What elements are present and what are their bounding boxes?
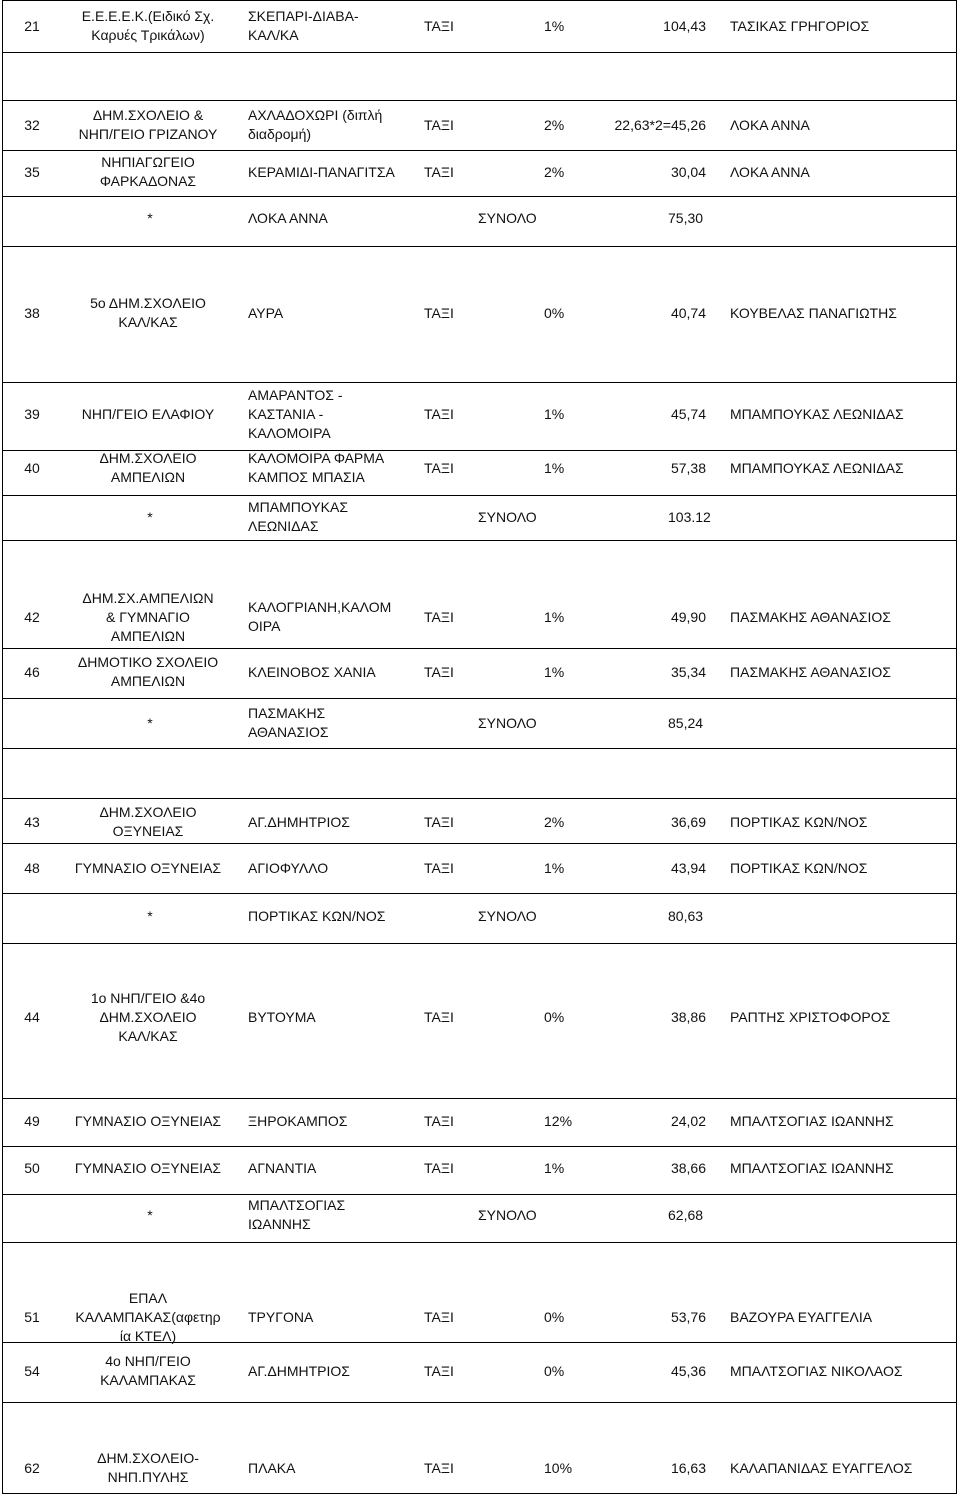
route-number: 38 (24, 304, 40, 321)
vehicle-type: ΤΑΞΙ (424, 1459, 454, 1476)
total-label: ΣΥΝΟΛΟ (478, 714, 537, 731)
route-number: 39 (24, 405, 40, 422)
contractor-name: ΒΑΖΟΥΡΑ ΕΥΑΓΓΕΛΙΑ (730, 1308, 873, 1325)
school-name: 1ο ΝΗΠ/ΓΕΙΟ &4ο ΔΗΜ.ΣΧΟΛΕΙΟ ΚΑΛ/ΚΑΣ (90, 989, 206, 1044)
total-owner-name: ΛΟΚΑ ΑΝΝΑ (248, 209, 328, 226)
route-amount: 36,69 (670, 813, 706, 830)
total-amount: 85,24 (668, 714, 704, 731)
total-amount: 103.12 (668, 508, 711, 525)
route-name: ΒΥΤΟΥΜΑ (248, 1008, 316, 1025)
school-name: ΕΠΑΛ ΚΑΛΑΜΠΑΚΑΣ(αφετηρ ία ΚΤΕΛ) (75, 1289, 221, 1344)
row-divider (2, 943, 957, 944)
total-owner-name: ΠΑΣΜΑΚΗΣ ΑΘΑΝΑΣΙΟΣ (248, 705, 329, 740)
contractor-name: ΤΑΣΙΚΑΣ ΓΡΗΓΟΡΙΟΣ (730, 17, 870, 34)
route-amount: 22,63*2=45,26 (614, 116, 706, 133)
route-number: 32 (24, 116, 40, 133)
contractor-name: ΚΟΥΒΕΛΑΣ ΠΑΝΑΓΙΩΤΗΣ (730, 304, 897, 321)
discount-percent: 0% (544, 1308, 565, 1325)
row-divider (2, 495, 957, 496)
route-number: 42 (24, 608, 40, 625)
row-divider (2, 1402, 957, 1403)
discount-percent: 1% (544, 17, 565, 34)
discount-percent: 1% (544, 663, 565, 680)
school-name: ΓΥΜΝΑΣΙΟ ΟΞΥΝΕΙΑΣ (74, 1112, 222, 1129)
contractor-name: ΜΠΑΛΤΣΟΓΙΑΣ ΝΙΚΟΛΑΟΣ (730, 1362, 903, 1379)
school-name: ΔΗΜ.ΣΧΟΛΕΙΟ ΑΜΠΕΛΙΩΝ (99, 450, 197, 485)
contractor-name: ΠΟΡΤΙΚΑΣ ΚΩΝ/ΝΟΣ (730, 813, 868, 830)
discount-percent: 2% (544, 813, 565, 830)
row-divider (2, 1194, 957, 1195)
contractor-name: ΜΠΑΜΠΟΥΚΑΣ ΛΕΩΝΙΔΑΣ (730, 459, 904, 476)
total-marker: * (147, 508, 153, 525)
school-name: ΔΗΜΟΤΙΚΟ ΣΧΟΛΕΙΟ ΑΜΠΕΛΙΩΝ (77, 654, 219, 689)
school-name: 4ο ΝΗΠ/ΓΕΙΟ ΚΑΛΑΜΠΑΚΑΣ (100, 1353, 196, 1388)
route-number: 62 (24, 1459, 40, 1476)
contractor-name: ΛΟΚΑ ΑΝΝΑ (730, 116, 810, 133)
row-divider (2, 1098, 957, 1099)
vehicle-type: ΤΑΞΙ (424, 1362, 454, 1379)
school-name: 5ο ΔΗΜ.ΣΧΟΛΕΙΟ ΚΑΛ/ΚΑΣ (90, 295, 206, 330)
row-divider (2, 540, 957, 541)
vehicle-type: ΤΑΞΙ (424, 163, 454, 180)
total-label: ΣΥΝΟΛΟ (478, 508, 537, 525)
total-amount: 75,30 (668, 209, 704, 226)
discount-percent: 2% (544, 116, 565, 133)
route-number: 40 (24, 459, 40, 476)
row-divider (2, 100, 957, 101)
school-name: ΓΥΜΝΑΣΙΟ ΟΞΥΝΕΙΑΣ (74, 1159, 222, 1176)
route-name: ΤΡΥΓΟΝΑ (248, 1308, 314, 1325)
row-divider (2, 748, 957, 749)
school-name: ΝΗΠ/ΓΕΙΟ ΕΛΑΦΙΟΥ (81, 405, 215, 422)
vehicle-type: ΤΑΞΙ (424, 608, 454, 625)
route-number: 49 (24, 1112, 40, 1129)
vehicle-type: ΤΑΞΙ (424, 459, 454, 476)
route-number: 50 (24, 1159, 40, 1176)
contractor-name: ΜΠΑΛΤΣΟΓΙΑΣ ΙΩΑΝΝΗΣ (730, 1159, 894, 1176)
route-name: ΚΑΛΟΜΟΙΡΑ ΦΑΡΜΑ ΚΑΜΠΟΣ ΜΠΑΣΙΑ (248, 450, 385, 485)
total-amount: 80,63 (668, 907, 704, 924)
route-number: 54 (24, 1362, 40, 1379)
school-name: ΔΗΜ.ΣΧΟΛΕΙΟ ΟΞΥΝΕΙΑΣ (99, 804, 197, 839)
table-border-left (2, 0, 3, 1493)
route-amount: 35,34 (670, 663, 706, 680)
route-amount: 45,36 (670, 1362, 706, 1379)
route-amount: 38,86 (670, 1008, 706, 1025)
row-divider (2, 698, 957, 699)
route-name: ΚΕΡΑΜΙΔΙ-ΠΑΝΑΓΙΤΣΑ (248, 163, 395, 180)
school-name: ΓΥΜΝΑΣΙΟ ΟΞΥΝΕΙΑΣ (74, 859, 222, 876)
route-name: ΑΓ.ΔΗΜΗΤΡΙΟΣ (248, 813, 350, 830)
discount-percent: 1% (544, 405, 565, 422)
discount-percent: 2% (544, 163, 565, 180)
row-divider (2, 246, 957, 247)
route-amount: 24,02 (670, 1112, 706, 1129)
route-amount: 43,94 (670, 859, 706, 876)
school-name: ΔΗΜ.ΣΧ.ΑΜΠΕΛΙΩΝ & ΓΥΜΝΑΓΙΟ ΑΜΠΕΛΙΩΝ (82, 589, 214, 644)
contractor-name: ΛΟΚΑ ΑΝΝΑ (730, 163, 810, 180)
vehicle-type: ΤΑΞΙ (424, 859, 454, 876)
discount-percent: 1% (544, 1159, 565, 1176)
vehicle-type: ΤΑΞΙ (424, 813, 454, 830)
row-divider (2, 893, 957, 894)
route-amount: 38,66 (670, 1159, 706, 1176)
total-label: ΣΥΝΟΛΟ (478, 907, 537, 924)
discount-percent: 12% (544, 1112, 573, 1129)
row-divider (2, 1242, 957, 1243)
route-name: ΣΚΕΠΑΡΙ-ΔΙΑΒΑ- ΚΑΛ/ΚΑ (248, 8, 359, 43)
school-name: Ε.Ε.Ε.Ε.Κ.(Ειδικό Σχ. Καρυές Τρικάλων) (81, 8, 215, 43)
route-amount: 104,43 (663, 17, 706, 34)
route-name: ΑΥΡΑ (248, 304, 284, 321)
route-name: ΠΛΑΚΑ (248, 1459, 296, 1476)
total-owner-name: ΠΟΡΤΙΚΑΣ ΚΩΝ/ΝΟΣ (248, 907, 386, 924)
vehicle-type: ΤΑΞΙ (424, 663, 454, 680)
route-number: 46 (24, 663, 40, 680)
route-amount: 45,74 (670, 405, 706, 422)
total-marker: * (147, 1206, 153, 1223)
vehicle-type: ΤΑΞΙ (424, 405, 454, 422)
route-amount: 49,90 (670, 608, 706, 625)
contractor-name: ΠΟΡΤΙΚΑΣ ΚΩΝ/ΝΟΣ (730, 859, 868, 876)
route-number: 43 (24, 813, 40, 830)
row-divider (2, 843, 957, 844)
total-label: ΣΥΝΟΛΟ (478, 1206, 537, 1223)
total-marker: * (147, 907, 153, 924)
route-name: ΚΑΛΟΓΡΙΑΝΗ,ΚΑΛΟΜ ΟΙΡΑ (248, 599, 392, 634)
discount-percent: 1% (544, 859, 565, 876)
route-name: ΞΗΡΟΚΑΜΠΟΣ (248, 1112, 348, 1129)
contractor-name: ΡΑΠΤΗΣ ΧΡΙΣΤΟΦΟΡΟΣ (730, 1008, 891, 1025)
route-number: 48 (24, 859, 40, 876)
school-name: ΝΗΠΙΑΓΩΓΕΙΟ ΦΑΡΚΑΔΟΝΑΣ (99, 154, 197, 189)
row-divider (2, 52, 957, 53)
route-number: 35 (24, 163, 40, 180)
table-border-right (956, 0, 957, 1493)
row-divider (2, 196, 957, 197)
vehicle-type: ΤΑΞΙ (424, 1008, 454, 1025)
route-amount: 16,63 (670, 1459, 706, 1476)
route-name: ΑΜΑΡΑΝΤΟΣ - ΚΑΣΤΑΝΙΑ - ΚΑΛΟΜΟΙΡΑ (248, 386, 343, 441)
discount-percent: 0% (544, 1362, 565, 1379)
vehicle-type: ΤΑΞΙ (424, 1159, 454, 1176)
route-name: ΑΓΝΑΝΤΙΑ (248, 1159, 317, 1176)
route-name: ΑΓ.ΔΗΜΗΤΡΙΟΣ (248, 1362, 350, 1379)
route-amount: 53,76 (670, 1308, 706, 1325)
discount-percent: 0% (544, 304, 565, 321)
row-divider (2, 798, 957, 799)
contractor-name: ΠΑΣΜΑΚΗΣ ΑΘΑΝΑΣΙΟΣ (730, 663, 891, 680)
total-marker: * (147, 209, 153, 226)
contractor-name: ΠΑΣΜΑΚΗΣ ΑΘΑΝΑΣΙΟΣ (730, 608, 891, 625)
row-divider (2, 1146, 957, 1147)
route-number: 51 (24, 1308, 40, 1325)
route-amount: 57,38 (670, 459, 706, 476)
route-name: ΑΧΛΑΔΟΧΩΡΙ (διπλή διαδρομή) (248, 107, 383, 142)
route-number: 21 (24, 17, 40, 34)
route-amount: 40,74 (670, 304, 706, 321)
contractor-name: ΜΠΑΛΤΣΟΓΙΑΣ ΙΩΑΝΝΗΣ (730, 1112, 894, 1129)
row-divider (2, 150, 957, 151)
vehicle-type: ΤΑΞΙ (424, 304, 454, 321)
total-owner-name: ΜΠΑΛΤΣΟΓΙΑΣ ΙΩΑΝΝΗΣ (248, 1197, 346, 1232)
vehicle-type: ΤΑΞΙ (424, 1112, 454, 1129)
total-label: ΣΥΝΟΛΟ (478, 209, 537, 226)
school-name: ΔΗΜ.ΣΧΟΛΕΙΟ- ΝΗΠ.ΠΥΛΗΣ (97, 1450, 199, 1485)
total-marker: * (147, 714, 153, 731)
school-name: ΔΗΜ.ΣΧΟΛΕΙΟ & ΝΗΠ/ΓΕΙΟ ΓΡΙΖΑΝΟΥ (78, 107, 218, 142)
row-divider (2, 382, 957, 383)
route-amount: 30,04 (670, 163, 706, 180)
contractor-name: ΜΠΑΜΠΟΥΚΑΣ ΛΕΩΝΙΔΑΣ (730, 405, 904, 422)
route-name: ΚΛΕΙΝΟΒΟΣ ΧΑΝΙΑ (248, 663, 376, 680)
route-name: ΑΓΙΟΦΥΛΛΟ (248, 859, 329, 876)
row-divider (2, 648, 957, 649)
row-divider (2, 1493, 957, 1494)
total-amount: 62,68 (668, 1206, 704, 1223)
route-number: 44 (24, 1008, 40, 1025)
vehicle-type: ΤΑΞΙ (424, 17, 454, 34)
row-divider (2, 0, 957, 1)
total-owner-name: ΜΠΑΜΠΟΥΚΑΣ ΛΕΩΝΙΔΑΣ (248, 499, 348, 534)
vehicle-type: ΤΑΞΙ (424, 1308, 454, 1325)
vehicle-type: ΤΑΞΙ (424, 116, 454, 133)
discount-percent: 0% (544, 1008, 565, 1025)
discount-percent: 1% (544, 459, 565, 476)
discount-percent: 10% (544, 1459, 573, 1476)
discount-percent: 1% (544, 608, 565, 625)
contractor-name: ΚΑΛΑΠΑΝΙΔΑΣ ΕΥΑΓΓΕΛΟΣ (730, 1459, 913, 1476)
